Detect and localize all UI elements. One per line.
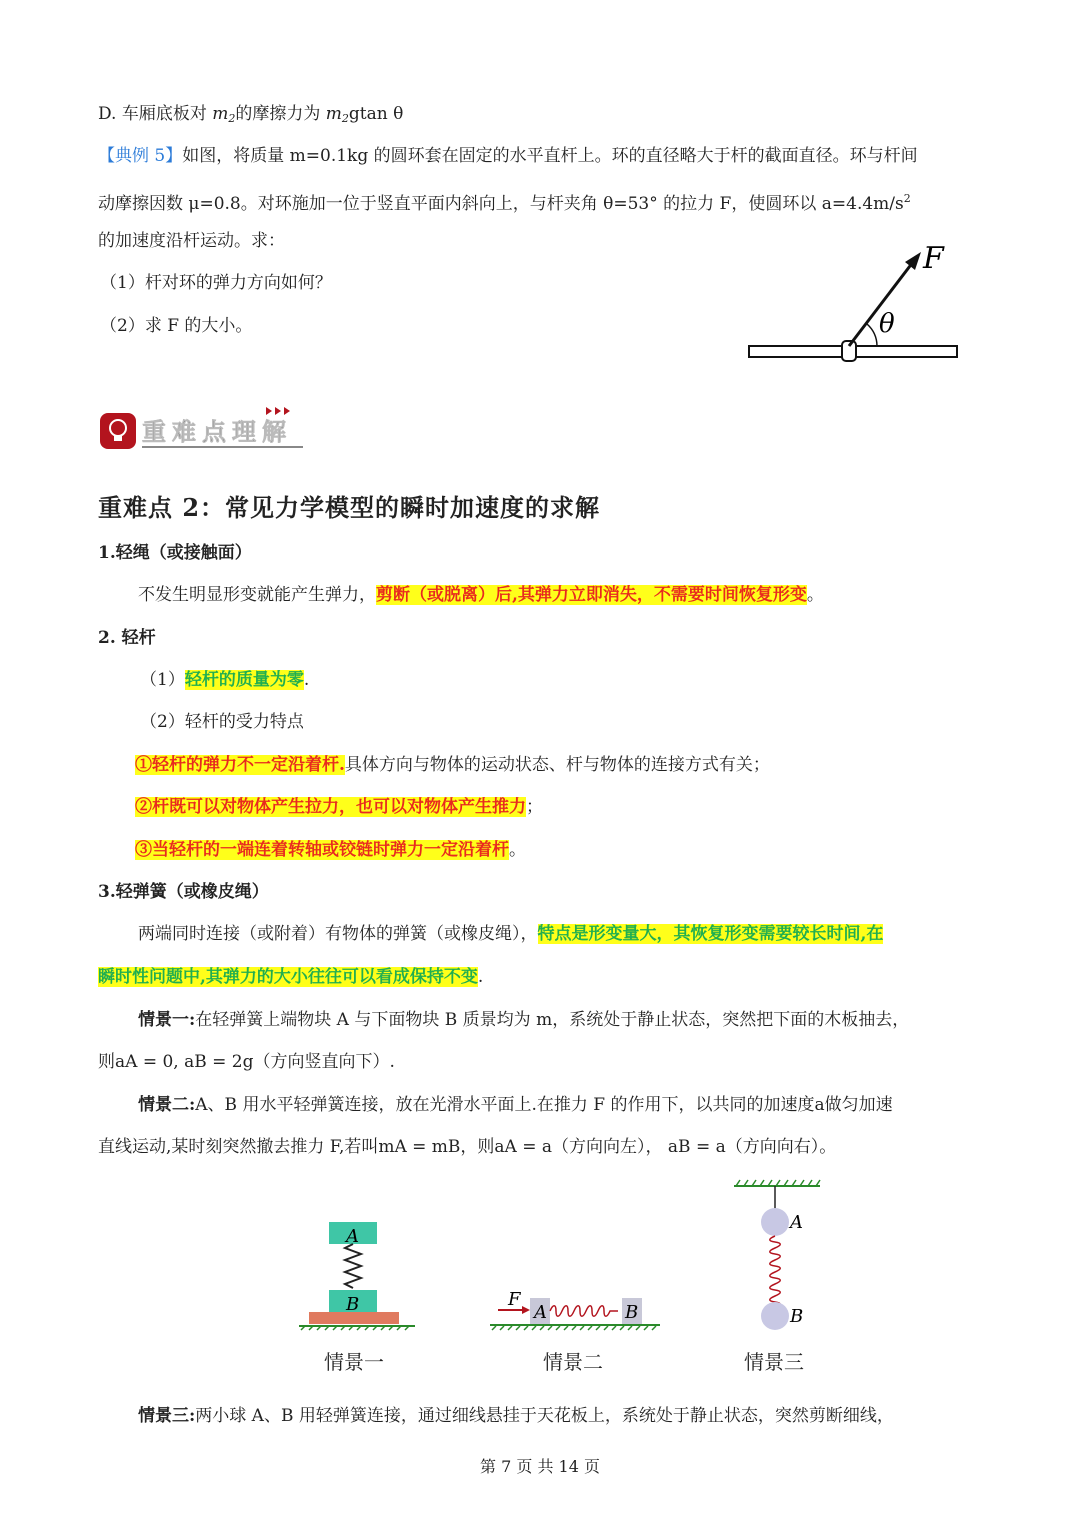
scene1-label: 情景一:	[138, 1010, 196, 1030]
question-2: （2）求 F 的大小。	[100, 316, 253, 336]
s3-text-a: 两端同时连接（或附着）有物体的弹簧（或橡皮绳），	[138, 924, 538, 944]
scene3-line1	[138, 1403, 894, 1429]
scene2-line1	[138, 1092, 893, 1118]
s2-i1-highlight: 轻杆的质量为零	[184, 670, 304, 690]
ring-rod-figure	[745, 240, 975, 370]
var-m2: m	[325, 104, 342, 124]
option-d-mid: 的摩擦力为	[235, 104, 326, 124]
s2-point3	[135, 837, 526, 863]
scene1-line1	[138, 1007, 909, 1033]
scene1-figure	[295, 1218, 425, 1333]
s1-text-b: 。	[806, 585, 824, 605]
scene3-figure	[728, 1176, 828, 1336]
scene3-text: 两小球 A、B 用轻弹簧连接，通过细线悬挂于天花板上，系统处于静止状态，突然剪断细线，	[195, 1406, 894, 1426]
caption-scene2: 情景二	[543, 1350, 603, 1374]
option-d-tail: gtan θ	[348, 104, 404, 124]
option-d	[98, 101, 403, 132]
fig3-label-b: B	[790, 1306, 804, 1327]
fig1-label-b: B	[346, 1294, 360, 1315]
banner-title: 重难点理解	[142, 418, 292, 446]
s2-item1	[140, 667, 309, 693]
caption-scene3: 情景三	[744, 1350, 804, 1374]
fig2-label-a: A	[534, 1302, 547, 1323]
example5-line1	[98, 143, 918, 169]
s2-point2	[135, 794, 543, 820]
fig2-label-b: B	[625, 1302, 639, 1323]
s3-text-b: .	[477, 967, 484, 987]
scene2-label: 情景二:	[138, 1095, 196, 1115]
section-banner	[98, 405, 308, 455]
var-m: m	[212, 104, 229, 124]
s2-p3-highlight: ③当轻杆的一端连着转轴或铰链时弹力一定沿着杆	[135, 840, 509, 860]
question-1: （1）杆对环的弹力方向如何？	[100, 273, 332, 293]
s2-i1-num: （1）	[140, 670, 185, 690]
scene2-figure	[488, 1288, 663, 1338]
s3-text-line2	[98, 964, 483, 990]
angle-label: θ	[879, 309, 895, 339]
section1-title: 1.轻绳（或接触面）	[98, 543, 252, 563]
page-heading: 重难点 2：常见力学模型的瞬时加速度的求解	[98, 493, 601, 522]
s1-highlight: 剪断（或脱离）后,其弹力立即消失，不需要时间恢复形变	[376, 585, 807, 605]
scene2-line2: 直线运动,某时刻突然撤去推力 F,若叫mA = mB，则aA = a（方向向左）， aB = a（方向向右）。	[98, 1137, 837, 1157]
scene2-text: A、B 用水平轻弹簧连接，放在光滑水平面上.在推力 F 的作用下，以共同的加速度a做匀加速	[195, 1095, 893, 1115]
example-text-1: 如图，将质量 m=0.1kg 的圆环套在固定的水平直杆上。环的直径略大于杆的截面直径。环与杆间	[182, 146, 918, 166]
s1-text-a: 不发生明显形变就能产生弹力，	[138, 585, 376, 605]
s3-text-line1	[138, 921, 883, 947]
sub-2: 2	[228, 112, 236, 125]
section2-title: 2. 轻杆	[98, 628, 156, 648]
example5-line2	[98, 186, 911, 217]
example-text-2: 动摩擦因数 μ=0.8。对环施加一位于竖直平面内斜向上，与杆夹角 θ=53° 的拉力 F，使圆环以 a=4.4m/s	[98, 194, 904, 214]
option-d-prefix: D. 车厢底板对	[98, 104, 213, 124]
caption-scene1: 情景一	[324, 1350, 384, 1374]
s2-p1-highlight: ①轻杆的弹力不一定沿着杆.	[135, 755, 345, 775]
force-label: F	[923, 241, 944, 276]
section1-text	[138, 582, 824, 608]
sub-2b: 2	[341, 112, 349, 125]
example-tag: 【典例 5】	[98, 146, 183, 166]
fig3-label-a: A	[790, 1212, 803, 1233]
s2-item2: （2）轻杆的受力特点	[140, 712, 304, 732]
scene3-label: 情景三:	[138, 1406, 196, 1426]
sup-2: 2	[903, 192, 911, 205]
bulb-icon-bg	[100, 413, 136, 449]
s2-p2-highlight: ②杆既可以对物体产生拉力，也可以对物体产生推力	[135, 797, 526, 817]
example5-line3: 的加速度沿杆运动。求：	[98, 231, 285, 251]
s2-i1-tail: .	[303, 670, 310, 690]
fig2-label-f: F	[508, 1289, 521, 1310]
s2-point1	[135, 752, 770, 778]
scene1-text: 在轻弹簧上端物块 A 与下面物块 B 质景均为 m，系统处于静止状态，突然把下面的木板抽去，	[195, 1010, 910, 1030]
s2-p1-text: 具体方向与物体的运动状态、杆与物体的连接方式有关；	[344, 755, 770, 775]
section3-title: 3.轻弹簧（或橡皮绳）	[98, 882, 269, 902]
fig1-label-a: A	[346, 1226, 359, 1247]
s2-p2-text: ；	[526, 797, 543, 817]
s3-highlight-1: 特点是形变量大，其恢复形变需要较长时间,在	[537, 924, 884, 944]
s3-highlight-2: 瞬时性问题中,其弹力的大小往往可以看成保持不变	[98, 967, 478, 987]
s2-p3-text: 。	[509, 840, 526, 860]
scene1-line2: 则aA = 0, aB = 2g（方向竖直向下）.	[98, 1052, 395, 1072]
page-footer: 第 7 页 共 14 页	[480, 1457, 600, 1476]
